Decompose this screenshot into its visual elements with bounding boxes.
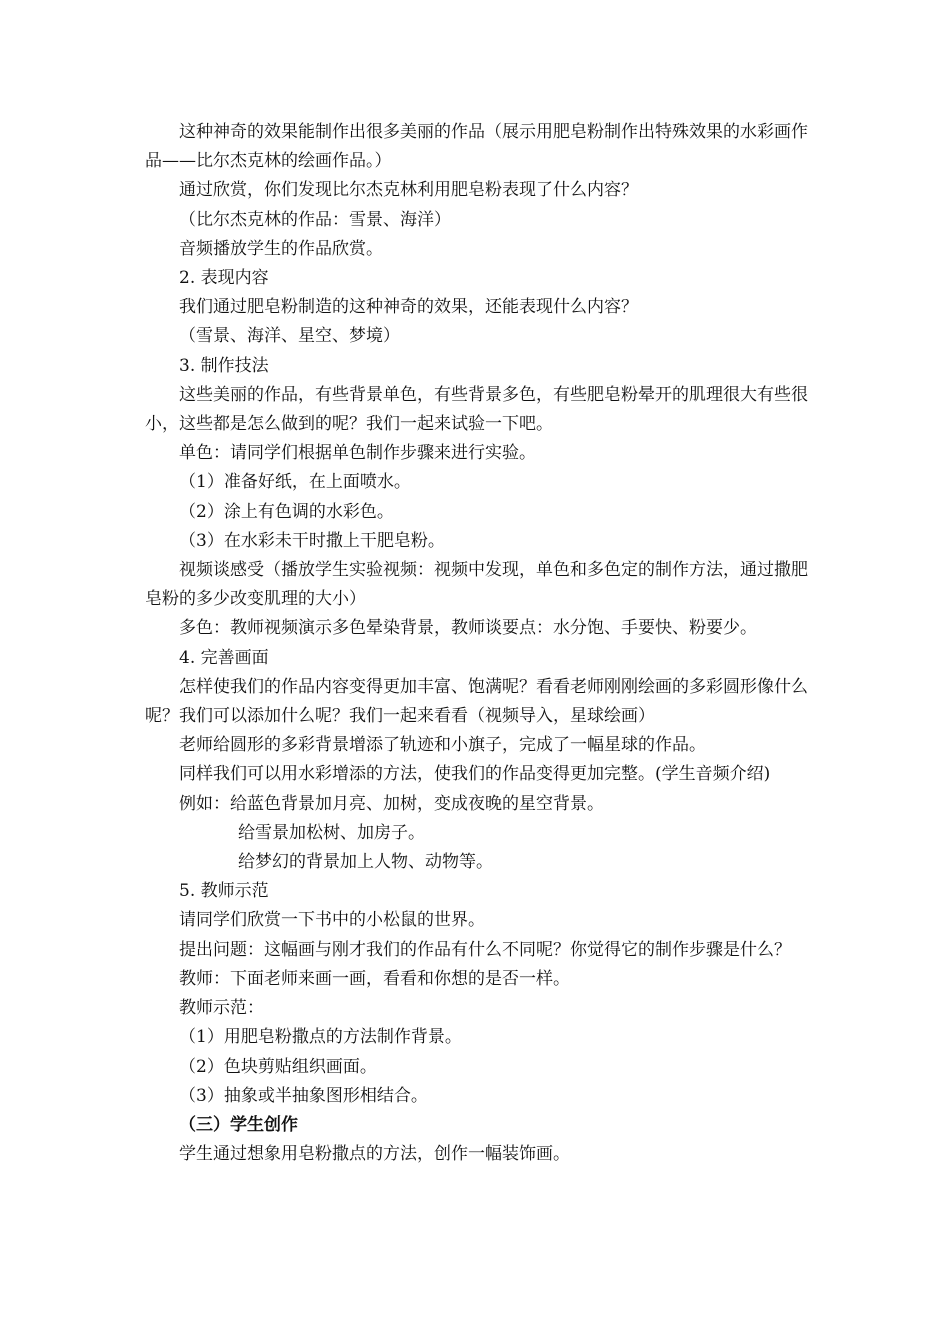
paragraph: 视频谈感受（播放学生实验视频：视频中发现，单色和多色定的制作方法，通过撒肥皂粉的多少改变肌理的大小）	[145, 560, 808, 610]
paragraph: 请同学们欣赏一下书中的小松鼠的世界。	[179, 910, 485, 931]
paragraph: 给梦幻的背景加上人物、动物等。	[238, 852, 493, 873]
paragraph: 给雪景加松树、加房子。	[238, 822, 425, 843]
paragraph: 3. 制作技法	[179, 355, 269, 376]
paragraph: （3）抽象或半抽象图形相结合。	[179, 1085, 428, 1106]
paragraph: 学生通过想象用皂粉撒点的方法，创作一幅装饰画。	[179, 1144, 570, 1165]
paragraph: 5. 教师示范	[179, 881, 269, 902]
paragraph: 教师示范：	[179, 998, 264, 1019]
paragraph: 老师给圆形的多彩背景增添了轨迹和小旗子，完成了一幅星球的作品。	[179, 735, 706, 756]
paragraph: 我们通过肥皂粉制造的这种神奇的效果，还能表现什么内容？	[179, 297, 638, 318]
paragraph: （1）准备好纸，在上面喷水。	[179, 472, 411, 493]
document-body	[145, 118, 810, 1169]
paragraph: 教师：下面老师来画一画，看看和你想的是否一样。	[179, 968, 570, 989]
paragraph: 这种神奇的效果能制作出很多美丽的作品（展示用肥皂粉制作出特殊效果的水彩画作品——比尔杰克林的绘画作品。）	[145, 122, 808, 172]
paragraph: 4. 完善画面	[179, 647, 269, 668]
paragraph: 音频播放学生的作品欣赏。	[179, 238, 383, 259]
paragraph: 例如：给蓝色背景加月亮、加树，变成夜晚的星空背景。	[179, 793, 604, 814]
paragraph: （2）涂上有色调的水彩色。	[179, 501, 394, 522]
paragraph: （雪景、海洋、星空、梦境）	[179, 326, 400, 347]
paragraph: 怎样使我们的作品内容变得更加丰富、饱满呢？看看老师刚刚绘画的多彩圆形像什么呢？我们可以添加什么呢？我们一起来看看（视频导入，星球绘画）	[145, 676, 808, 727]
paragraph: 这些美丽的作品，有些背景单色，有些背景多色，有些肥皂粉晕开的肌理很大有些很小，这些都是怎么做到的呢？我们一起来试验一下吧。	[145, 384, 808, 435]
paragraph: （2）色块剪贴组织画面。	[179, 1056, 377, 1077]
paragraph: 提出问题：这幅画与刚才我们的作品有什么不同呢？你觉得它的制作步骤是什么？	[179, 939, 791, 960]
paragraph: 多色：教师视频演示多色晕染背景，教师谈要点：水分饱、手要快、粉要少。	[179, 618, 757, 639]
paragraph: 单色：请同学们根据单色制作步骤来进行实验。	[179, 443, 536, 464]
paragraph: （3）在水彩未干时撒上干肥皂粉。	[179, 530, 445, 551]
section-heading: （三）学生创作	[179, 1114, 298, 1135]
paragraph: 通过欣赏，你们发现比尔杰克林利用肥皂粉表现了什么内容？	[179, 180, 638, 201]
paragraph: （1）用肥皂粉撒点的方法制作背景。	[179, 1027, 462, 1048]
paragraph: 2. 表现内容	[179, 268, 269, 289]
paragraph: （比尔杰克林的作品：雪景、海洋）	[179, 209, 451, 230]
paragraph: 同样我们可以用水彩增添的方法，使我们的作品变得更加完整。(学生音频介绍)	[179, 764, 771, 785]
